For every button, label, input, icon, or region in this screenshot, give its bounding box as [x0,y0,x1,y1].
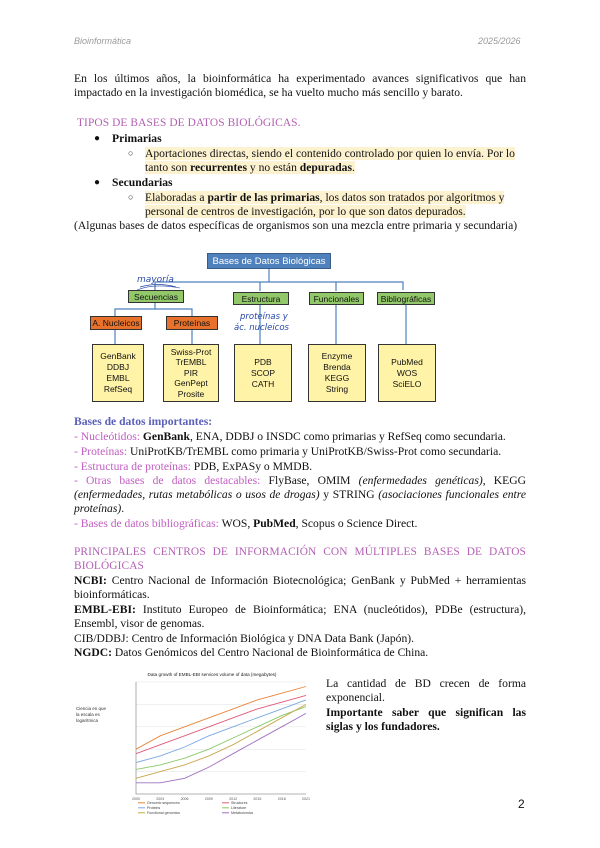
intro-paragraph: En los últimos años, la bioinformática ha experimentado avances significativos que han impactado en la investigación biomédica, se ha vuelto mucho más sencillo y barato. [74,72,526,99]
chart-legend [138,801,253,815]
handwritten-acidos: ác. nucleicos [234,323,289,333]
chart-series-line [136,695,306,753]
growth-chart-svg [74,668,314,820]
diagram-box-funcionales: Enzyme Brenda KEGG String [308,344,366,402]
importantes-line-otras: - Otras bases de datos destacables: FlyBase, OMIM (enfermedades genéticas), KEGG (enfermedades, rutas metabólicas o usos de drogas) y STRING (asociaciones funcionales entre proteínas). [74,474,527,515]
chart-x-tick: 2015 [253,797,262,801]
header-left: Bioinformática [74,36,132,46]
chart-series-line [136,687,306,750]
chart-legend-label: Proteins [147,806,161,810]
chart-x-tick: 2000 [132,797,140,801]
chart-x-tick: 2021 [302,797,310,801]
diagram-box-nucleotidos: GenBank DDBJ EMBL RefSeq [92,344,144,402]
importantes-line-nucleotidos: - Nucleótidos: GenBank, ENA, DDBJ o INSDC como primarias y RefSeq como secundaria. [74,430,506,443]
secundarias-label: Secundarias [112,176,173,189]
diagram-box-estructura: PDB SCOP CATH [234,344,292,402]
tipos-heading: TIPOS DE BASES DE DATOS BIOLÓGICAS. [77,117,301,129]
primarias-text: Aportaciones directas, siendo el contenido controlado por quien lo envía. Por lo tanto son recurrentes y no están depuradas. [145,147,515,174]
chart-ylabel-line: la escala es [76,712,100,717]
centros-ncbi: NCBI: Centro Nacional de Información Biotecnológica; GenBank y PubMed + herramientas bioinformáticas. [74,574,526,601]
chart-ylabel-line: logarítmica [76,718,99,723]
secundarias-text: Elaboradas a partir de las primarias, los datos son tratados por algoritmos y personal de centros de investigación, por lo que son datos depurados. [145,191,505,218]
growth-chart [74,668,314,820]
diagram-cat-bibliograficas: Bibliográficas [377,292,435,305]
chart-series-line [136,700,306,763]
importantes-line-proteinas: - Proteínas: UniProtKB/TrEMBL como primaria y UniProtKB/Swiss-Prot como secundaria. [74,445,502,458]
diagram-box-proteinas: Swiss-Prot TrEMBL PIR GenPept Prosite [163,344,219,402]
chart-x-tick: 2012 [229,797,238,801]
diagram-box-bibliograficas: PubMed WOS SciELO [378,344,436,402]
chart-note-1: La cantidad de BD crecen de forma exponencial. [326,677,526,704]
diagram-root: Bases de Datos Biológicas [207,253,331,269]
bullet-icon: ● [94,133,101,144]
tipos-note: (Algunas bases de datos específicas de organismos son una mezcla entre primaria y secundaria) [74,219,518,232]
chart-ylabel-line: Ciencia en que [76,706,107,711]
centros-heading: PRINCIPALES CENTROS DE INFORMACIÓN CON MÚLTIPLES BASES DE DATOS BIOLÓGICAS [74,546,526,572]
chart-series-line [136,713,306,782]
importantes-line-bibliograficas: - Bases de datos bibliográficas: WOS, PubMed, Scopus o Science Direct. [74,517,418,530]
handwritten-proteinas: proteínas y [240,312,288,322]
chart-legend-label: Functional genomics [147,811,180,815]
centros-cib: CIB/DDBJ: Centro de Información Biológica y DNA Data Bank (Japón). [74,632,415,645]
chart-x-tick: 2018 [277,797,286,801]
chart-legend-label: Genomic sequences [147,801,180,805]
chart-series-line [136,704,306,778]
diagram-cat-funcionales: Funcionales [309,292,364,305]
chart-ylabel [76,706,107,723]
chart-axes [136,682,306,794]
circle-bullet-icon: ○ [128,148,134,158]
chart-x-tick: 2006 [180,797,189,801]
bullet-icon: ● [94,177,101,188]
chart-note-2: Importante saber que significan las siglas y los fundadores. [326,706,526,733]
chart-legend-label: Structures [231,801,248,805]
diagram-sub-proteinas: Proteínas [166,316,218,330]
page-number: 2 [518,797,525,811]
chart-legend-label: Literature [231,806,247,810]
primarias-label: Primarias [112,132,162,145]
diagram-connectors [0,0,600,420]
handwritten-mayoria: mayoría [137,275,174,285]
centros-ngdc: NGDC: Datos Genómicos del Centro Nacional de Bioinformática de China. [74,646,429,659]
circle-bullet-icon: ○ [128,192,134,202]
chart-x-tick: 2003 [156,797,165,801]
chart-plot [132,682,310,801]
diagram-sub-nucleotidos: A. Nucleicos [90,316,142,330]
diagram-cat-secuencias: Secuencias [128,290,184,303]
importantes-heading: Bases de datos importantes: [74,415,213,428]
diagram-cat-estructura: Estructura [233,292,289,305]
importantes-line-estructura: - Estructura de proteínas: PDB, ExPASy o MMDB. [74,460,313,473]
chart-x-tick: 2009 [204,797,213,801]
chart-legend-label: Metabolomics [231,811,254,815]
chart-title: Data growth of EMBL-EBI services volume of data (megabytes) [147,672,277,677]
header-right: 2025/2026 [478,36,521,46]
centros-embl: EMBL-EBI: Instituto Europeo de Bioinformática; ENA (nucleótidos), PDBe (estructura), Ensembl, visor de genomas. [74,603,526,630]
